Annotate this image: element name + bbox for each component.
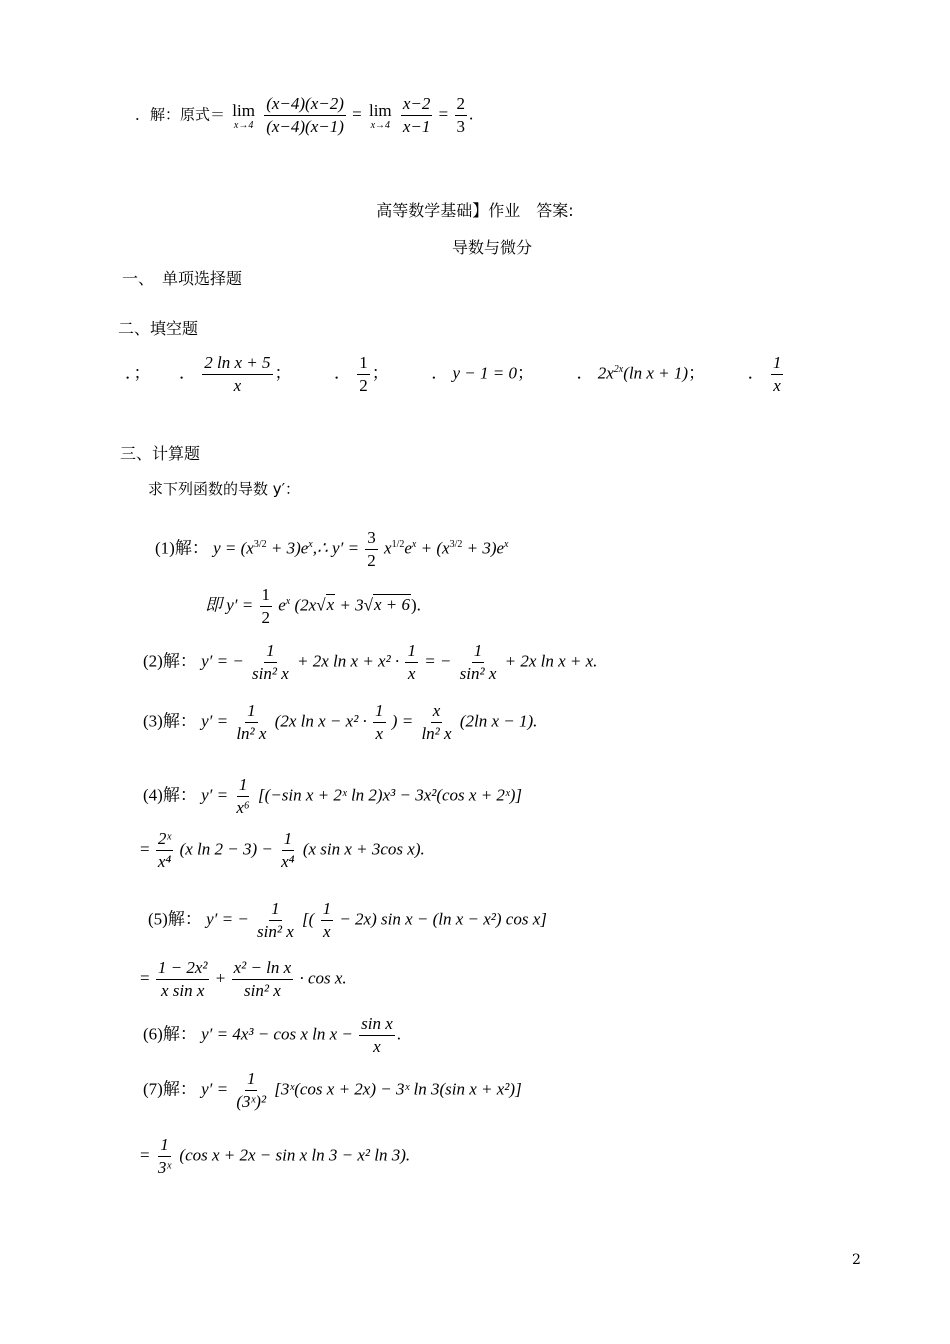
fraction: $\frac{2}{3}$ [456, 94, 466, 136]
problem-6: (6)解： y′ = 4x³ − cos x ln x − $\frac{\text{sin x}}{x}$ . [143, 1014, 402, 1056]
fraction: $\frac{\text{sin x}}{x}$ [361, 1014, 393, 1056]
fraction: $\frac{x}{\text{ln² x}}$ [421, 701, 452, 743]
section-heading: 三、计算题 [120, 444, 201, 463]
fraction: $\frac{\text{2 ln x + 5}}{x}$ [204, 353, 271, 395]
fraction: $\frac{1}{\text{sin² x}}$ [252, 641, 289, 683]
section-heading: 二、填空题 [118, 319, 199, 338]
page-number: 2 [852, 1252, 861, 1268]
fraction: $\frac{1}{\text{sin² x}}$ [459, 641, 497, 683]
problem-3: (3)解： y′ = $\frac{1}{\text{ln² x}}$ (2x ln x − x² · $\frac{1}{x}$ ) = $\frac{x}{\text{ln² x}}$ (2ln x − 1). [143, 701, 538, 743]
problem-1-line-1: (1)解： $y = (x^{3/2}$ + $3)e^x,\therefore$ y′ = $\frac{3}{2}$ $x^{1/2}e^x + (x^{3/2} + 3)e^x$ [155, 528, 509, 570]
fraction: $\frac{1}{\text{ln² x}}$ [236, 701, 267, 743]
top-solution-prefix: ．解：原式＝ [135, 105, 226, 124]
limit: lim x→4 [232, 100, 255, 131]
problem-5-line-2: = $\frac{\text{1 − 2x²}}{\text{x sin x}}$ + $\frac{\text{x² − ln x}}{\text{sin² x}}$ · cos x. [140, 958, 347, 1000]
fraction: $\frac{1}{\text{x⁶}}$ [236, 775, 250, 817]
fraction: $\frac{\text{2ˣ}}{\text{x⁴}}$ [157, 829, 172, 871]
fraction: $\frac{3}{2}$ [367, 528, 376, 570]
problem-7-line-2: = $\frac{1}{\text{3ˣ}}$ (cos x + 2x − sin x ln 3 − x² ln 3). [140, 1135, 411, 1177]
fraction: $\frac{1}{x}$ [407, 641, 416, 683]
problem-1-line-2: 即 y′ = $\frac{1}{2}$ $e^x$ (2x√x + 3√x + 6). [205, 585, 421, 627]
section-heading: 一、 单项选择题 [122, 269, 243, 288]
fraction: $\frac{1}{x}$ [772, 353, 782, 395]
top-solution: ．解：原式＝ lim x→4 $\frac{(x-4)(x-2)}{(x-4)(x-1)}$ = lim x→4 $\frac{x-2}{x-1}$ = $\frac{2}{3}$ . [135, 94, 474, 136]
fraction: $\frac{1}{2}$ [359, 353, 368, 395]
fraction: $\frac{1}{x}$ [322, 899, 332, 941]
fraction: $\frac{(x-4)(x-2)}{(x-4)(x-1)}$ [266, 94, 344, 136]
page-title: 高等数学基础】作业 答案: [376, 201, 574, 220]
fraction: $\frac{1}{\text{(3ˣ)²}}$ [236, 1069, 267, 1111]
problem-7-line-1: (7)解： y′ = $\frac{1}{\text{(3ˣ)²}}$ [3ˣ(cos x + 2x) − 3ˣ ln 3(sin x + x²)] [143, 1069, 522, 1111]
fraction: $\frac{1}{\text{3ˣ}}$ [157, 1135, 172, 1177]
problem-4-line-2: = $\frac{\text{2ˣ}}{\text{x⁴}}$ (x ln 2 − 3) − $\frac{1}{\text{x⁴}}$ (x sin x + 3cos x). [140, 829, 425, 871]
problem-5-line-1: (5)解： y′ = − $\frac{1}{\text{sin² x}}$ [( $\frac{1}{x}$ − 2x) sin x − (ln x − x²) cos x] [148, 899, 547, 941]
fraction: $\frac{1}{2}$ [261, 585, 270, 627]
page-subtitle: 导数与微分 [452, 238, 533, 257]
fraction: $\frac{\text{x² − ln x}}{\text{sin² x}}$ [233, 958, 292, 1000]
fill-answers: ．； ． $\frac{\text{2 ln x + 5}}{x}$ ； ． $\frac{1}{2}$ ； ． y − 1 = 0； ． $2x^{2x}(\ln$ x + 1)； ． $\frac{1}{x}$ [125, 353, 782, 395]
fraction: $\frac{1}{x}$ [375, 701, 384, 743]
problem-2: (2)解： y′ = − $\frac{1}{\text{sin² x}}$ + 2x ln x + x² · $\frac{1}{x}$ = − $\frac{1}{\text{sin² x}}$ + 2x ln x + x. [143, 641, 598, 683]
fraction: $\frac{1}{\text{x⁴}}$ [281, 829, 295, 871]
fraction: $\frac{\text{1 − 2x²}}{\text{x sin x}}$ [157, 958, 208, 1000]
fraction: $\frac{1}{\text{sin² x}}$ [257, 899, 294, 941]
problem-4-line-1: (4)解： y′ = $\frac{1}{\text{x⁶}}$ [(−sin x + 2ˣ ln 2)x³ − 3x²(cos x + 2ˣ)] [143, 775, 523, 817]
limit: lim x→4 [368, 100, 392, 131]
intro-text: 求下列函数的导数 y′： [148, 480, 301, 498]
fraction: $\frac{x-2}{x-1}$ [402, 94, 431, 136]
